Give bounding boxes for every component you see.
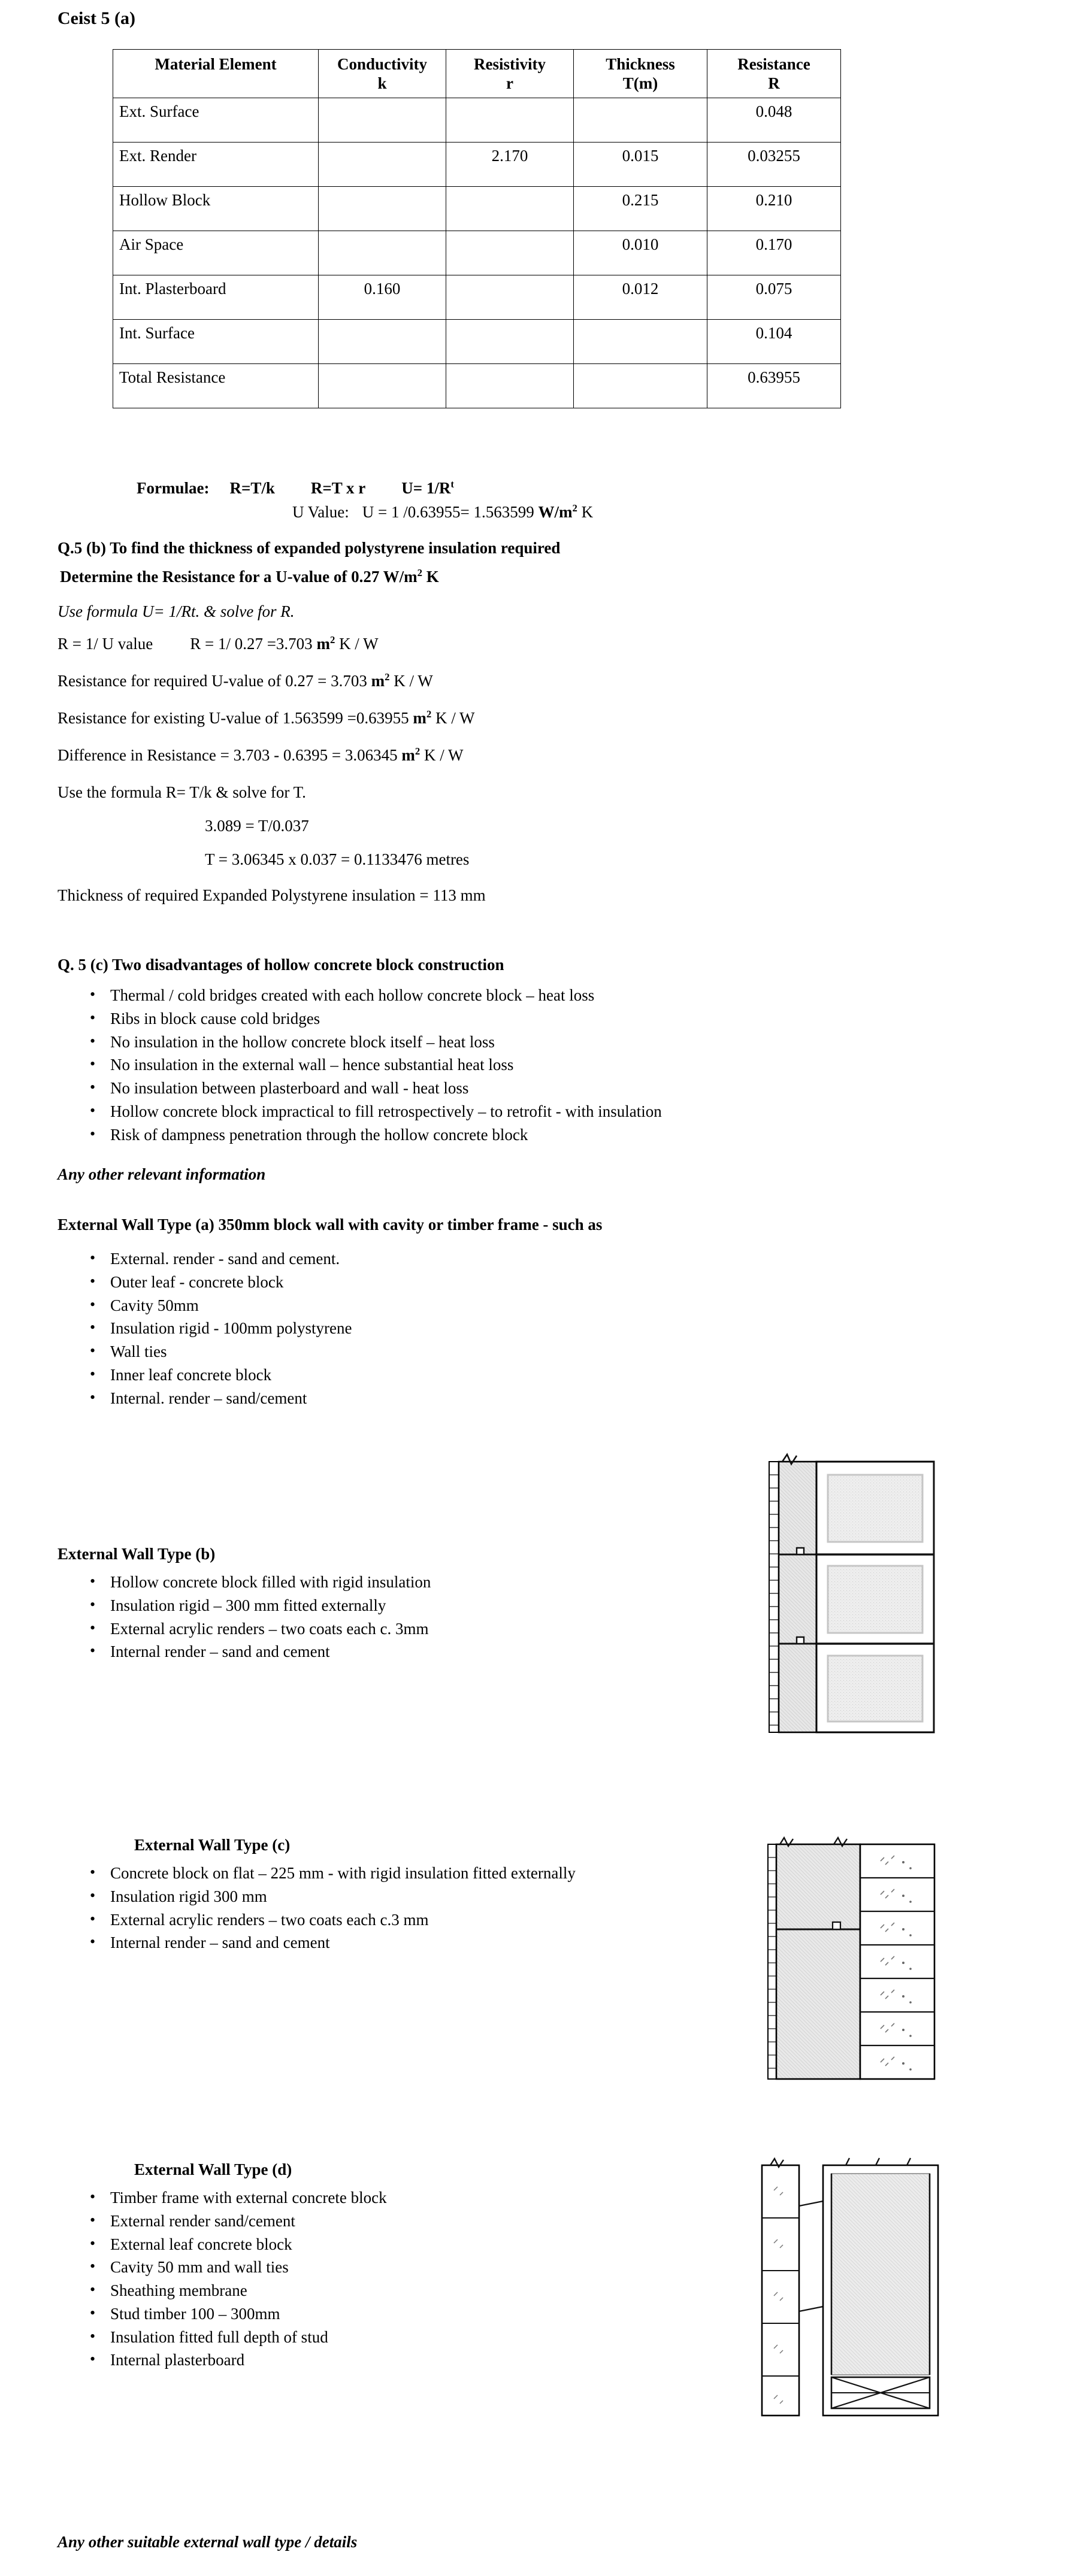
wall-type-c-bullet-list [81,1863,680,1956]
column-header-conductivity [319,50,446,98]
cell-element: Total Resistance [113,364,319,408]
list-item: • Internal plasterboard [81,2350,680,2371]
list-item: • Sheathing membrane [81,2281,680,2301]
wall-type-d-heading: External Wall Type (d) [134,2160,292,2178]
qb-subheading-superscript: 2 [417,567,422,578]
qb-line-required-text: Resistance for required U-value of 0.27 = 3.703 [58,672,371,690]
list-item: • Risk of dampness penetration through the hollow concrete block [81,1125,890,1145]
qb-subheading [60,568,439,586]
u-value-table [113,49,841,408]
list-item: • External render sand/cement [81,2211,680,2232]
table-row-total [113,364,841,408]
list-item: • Concrete block on flat – 225 mm - with rigid insulation fitted externally [81,1863,680,1884]
list-item: • Hollow concrete block impractical to fill retrospectively – to retrofit - with insulation [81,1102,890,1122]
cell-conductivity [319,187,446,231]
qb-line-required [58,672,433,690]
list-item: • Cavity 50mm [81,1296,680,1316]
list-item: • Stud timber 100 – 300mm [81,2304,680,2325]
cell-element: Air Space [113,231,319,275]
u-value-units-suffix: K [577,503,594,521]
list-item: • Outer leaf - concrete block [81,1272,680,1293]
qb-use-formula-2: Use the formula R= T/k & solve for T. [58,783,306,801]
table-row [113,231,841,275]
column-header-thickness [574,50,707,98]
wall-type-a-bullets [81,1249,680,1408]
cell-resistivity [446,231,574,275]
unit-k-over-w: K / W [389,672,433,690]
formulae-label: Formulae: [137,479,210,497]
header-line-1: Conductivity [337,55,428,73]
table-header [113,50,841,98]
unit-m: m [413,709,426,727]
list-item: • Insulation rigid - 100mm polystyrene [81,1319,680,1339]
wall-type-c-heading: External Wall Type (c) [134,1836,291,1854]
unit-k-over-w: K / W [335,635,379,653]
wall-section-type-b-drawing [762,1446,945,1739]
unit-m-superscript: 2 [415,745,421,757]
list-item: • No insulation between plasterboard and wall - heat loss [81,1078,890,1099]
u-value-units-superscript: 2 [572,502,577,514]
list-item: • Internal. render – sand/cement [81,1389,680,1409]
wall-section-type-d-figure [756,2151,948,2432]
header-line-1: Resistivity [474,55,546,73]
cell-thickness [574,364,707,408]
table-row [113,143,841,187]
unit-k-over-w: K / W [431,709,475,727]
wall-type-d-bullet-list [81,2188,680,2374]
cell-element: Int. Plasterboard [113,275,319,320]
table-header-row [113,50,841,98]
qc-heading: Q. 5 (c) Two disadvantages of hollow concrete block construction [58,956,504,974]
wall-type-c-bullets [81,1863,680,1953]
wall-section-type-c-figure [762,1831,945,2095]
wall-type-d-bullets [81,2188,680,2371]
list-item: • External acrylic renders – two coats each c.3 mm [81,1910,680,1931]
formula-u-equals: U= 1/R [401,479,451,497]
list-item: • Ribs in block cause cold bridges [81,1009,890,1029]
formulae-line [137,479,454,498]
qb-calc-1: 3.089 = T/0.037 [205,817,309,835]
qc-bullets [81,986,890,1145]
cell-conductivity [319,364,446,408]
list-item: • No insulation in the hollow concrete block itself – heat loss [81,1032,890,1053]
unit-k-over-w: K / W [420,746,464,764]
cell-resistivity [446,187,574,231]
header-line-1: Material Element [155,55,277,73]
cell-resistivity [446,320,574,364]
list-item: • Timber frame with external concrete block [81,2188,680,2208]
table-row [113,275,841,320]
formula-u-superscript: t [450,478,454,490]
list-item: • Thermal / cold bridges created with each hollow concrete block – heat loss [81,986,890,1006]
cell-resistivity [446,364,574,408]
qb-line-existing-text: Resistance for existing U-value of 1.563599 =0.63955 [58,709,413,727]
page-title: Ceist 5 (a) [58,8,135,28]
qb-result: Thickness of required Expanded Polystyrene insulation = 113 mm [58,886,486,904]
column-header-resistance [707,50,841,98]
cell-thickness: 0.012 [574,275,707,320]
cell-thickness [574,98,707,143]
cell-resistance: 0.63955 [707,364,841,408]
qc-bullet-list [81,986,890,1148]
cell-conductivity: 0.160 [319,275,446,320]
wall-type-b-bullets [81,1572,680,1662]
qb-heading: Q.5 (b) To find the thickness of expanded polystyrene insulation required [58,539,561,557]
table-row [113,187,841,231]
formula-r-times-r: R=T x r [310,479,366,497]
wall-type-b-bullet-list [81,1572,680,1665]
closing-note: Any other suitable external wall type / details [58,2533,358,2551]
cell-conductivity [319,98,446,143]
u-value-label: U Value: [292,503,349,521]
table-row [113,320,841,364]
qb-use-formula: Use formula U= 1/Rt. & solve for R. [58,602,295,620]
qb-calc-2: T = 3.06345 x 0.037 = 0.1133476 metres [205,850,470,868]
qb-line-existing [58,709,475,728]
qb-subheading-prefix: Determine the Resistance for a U-value of 0.27 W/m [60,568,418,586]
list-item: • Hollow concrete block filled with rigid insulation [81,1572,680,1593]
list-item: • Insulation fitted full depth of stud [81,2328,680,2348]
cell-resistance: 0.048 [707,98,841,143]
cell-resistivity [446,275,574,320]
table-row [113,98,841,143]
cell-resistance: 0.170 [707,231,841,275]
header-line-2: k [377,74,387,93]
list-item: • Internal render – sand and cement [81,1933,680,1953]
cell-conductivity [319,231,446,275]
header-line-2: T(m) [622,74,658,93]
qb-subheading-suffix: K [422,568,439,586]
list-item: • No insulation in the external wall – hence substantial heat loss [81,1055,890,1075]
wall-type-a-heading: External Wall Type (a) 350mm block wall with cavity or timber frame - such as [58,1216,603,1234]
qb-line-r-middle: R = 1/ 0.27 =3.703 [190,635,317,653]
cell-resistance: 0.03255 [707,143,841,187]
cell-element: Ext. Render [113,143,319,187]
cell-conductivity [319,143,446,187]
unit-m: m [401,746,415,764]
cell-resistance: 0.075 [707,275,841,320]
list-item: • Internal render – sand and cement [81,1642,680,1662]
qb-line-r-prefix: R = 1/ U value [58,635,153,653]
qb-line-r [58,635,379,653]
cell-thickness: 0.215 [574,187,707,231]
header-line-1: Thickness [606,55,675,73]
formula-r-over-k: R=T/k [229,479,275,497]
table-body [113,98,841,408]
cell-element: Int. Surface [113,320,319,364]
cell-conductivity [319,320,446,364]
cell-element: Hollow Block [113,187,319,231]
column-header-material-element [113,50,319,98]
wall-section-type-b-figure [762,1446,945,1739]
cell-thickness: 0.010 [574,231,707,275]
header-line-2: r [506,74,513,93]
header-line-2: R [768,74,780,93]
list-item: • Insulation rigid 300 mm [81,1887,680,1907]
cell-thickness [574,320,707,364]
column-header-resistivity [446,50,574,98]
list-item: • External leaf concrete block [81,2235,680,2255]
qc-footnote: Any other relevant information [58,1165,266,1183]
wall-type-a-bullet-list [81,1249,680,1411]
wall-section-type-d-drawing [756,2151,948,2432]
u-value-table-wrapper [113,49,810,408]
u-value-expression: U = 1 /0.63955= 1.563599 [362,503,539,521]
list-item: • Wall ties [81,1342,680,1362]
qb-line-difference-text: Difference in Resistance = 3.703 - 0.6395 = 3.06345 [58,746,402,764]
cell-thickness: 0.015 [574,143,707,187]
unit-m: m [316,635,330,653]
cell-element: Ext. Surface [113,98,319,143]
list-item: • Insulation rigid – 300 mm fitted externally [81,1596,680,1616]
unit-m-superscript: 2 [426,708,432,720]
cell-resistance: 0.104 [707,320,841,364]
cell-resistivity: 2.170 [446,143,574,187]
cell-resistivity [446,98,574,143]
list-item: • Inner leaf concrete block [81,1365,680,1386]
u-value-line [292,503,593,522]
list-item: • External acrylic renders – two coats each c. 3mm [81,1619,680,1639]
list-item: • Cavity 50 mm and wall ties [81,2257,680,2278]
unit-m-superscript: 2 [385,671,390,683]
header-line-1: Resistance [737,55,810,73]
unit-m-superscript: 2 [329,634,335,645]
list-item: • External. render - sand and cement. [81,1249,680,1269]
qb-line-difference [58,746,463,765]
cell-resistance: 0.210 [707,187,841,231]
u-value-units-prefix: W/m [538,503,573,521]
unit-m: m [371,672,385,690]
wall-section-type-c-drawing [762,1831,945,2095]
wall-type-b-heading: External Wall Type (b) [58,1545,216,1563]
